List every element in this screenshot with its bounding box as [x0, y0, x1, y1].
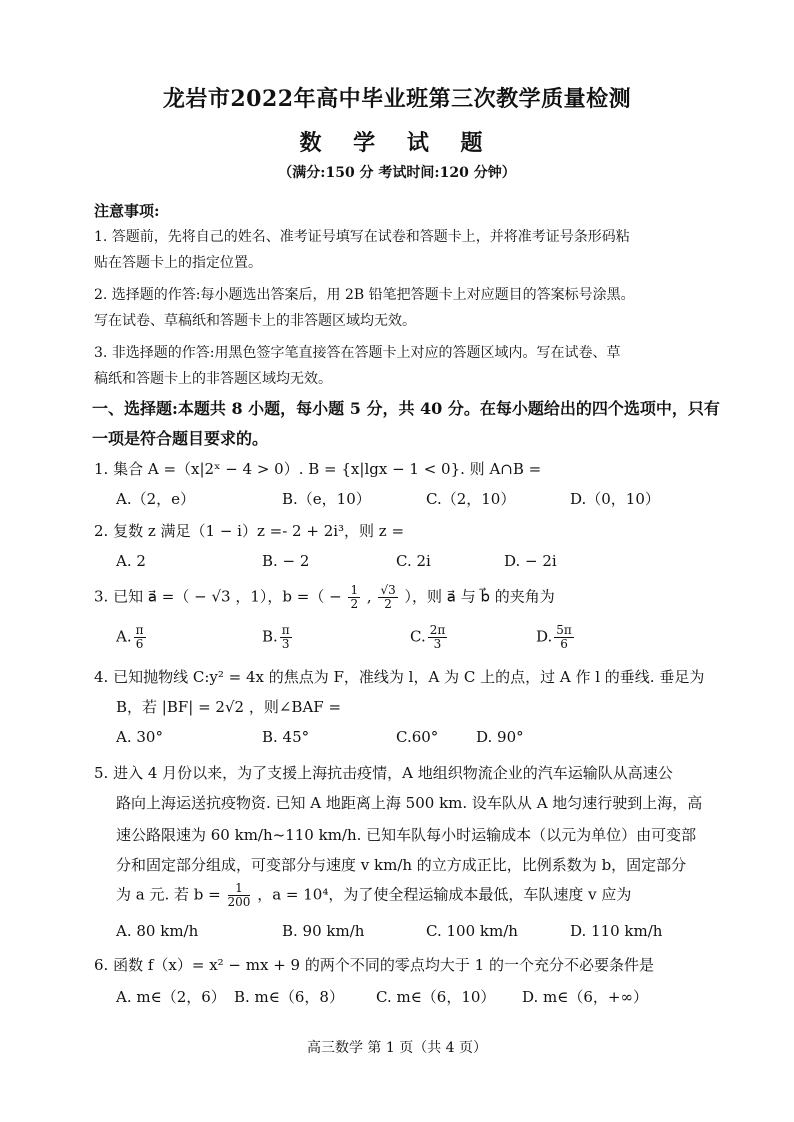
q3-stem-part: ），则 a⃗ 与 b⃗ 的夹角为: [404, 587, 555, 606]
question-4-line-2: B，若 |BF| = 2√2 ，则∠BAF =: [116, 698, 342, 716]
q3-stem-part: ,: [366, 587, 372, 606]
q3-option-d: D. $\frac{5\pi}{6}$: [536, 623, 572, 651]
q2-option-a: A. 2: [116, 552, 146, 570]
note-line: 2. 选择题的作答:每小题选出答案后，用 2B 铅笔把答题卡上对应题目的答案标号涂黑。: [94, 287, 635, 303]
q5-option-d: D. 110 km/h: [570, 922, 663, 940]
note-line: 稿纸和答题卡上的非答题区域均无效。: [94, 371, 332, 387]
q2-option-c: C. 2i: [396, 552, 431, 570]
q4-option-d: D. 90°: [476, 728, 524, 746]
q5-option-a: A. 80 km/h: [116, 922, 199, 940]
q6-option-c: C. m∈（6，10）: [376, 988, 496, 1006]
page-title: 龙岩市2022年高中毕业班第三次教学质量检测: [162, 86, 632, 112]
question-3-stem: [94, 584, 555, 611]
q2-option-b: B. − 2: [262, 552, 310, 570]
q4-option-b: B. 45°: [262, 728, 310, 746]
q1-option-c: C.（2，10）: [426, 490, 516, 508]
q1-option-b: B.（e，10）: [282, 490, 371, 508]
q4-option-c: C.60°: [396, 728, 439, 746]
question-6-stem: 6. 函数 f（x）= x² − mx + 9 的两个不同的零点均大于 1 的一个充分不必要条件是: [94, 956, 654, 974]
q1-option-d: D.（0，10）: [570, 490, 660, 508]
q3-option-a: A. $\frac{\pi}{6}$: [116, 623, 144, 651]
question-5-line-1: 5. 进入 4 月份以来，为了支援上海抗击疫情，A 地组织物流企业的汽车运输队从高速公: [94, 764, 673, 782]
q6-option-b: B. m∈（6，8）: [234, 988, 344, 1006]
question-5-line-5: 为 a 元. 若 b = $\frac{1}{200}$ ，a = 10⁴，为了使全程运输成本最低，车队速度 v 应为: [116, 881, 632, 909]
question-4-line-1: 4. 已知抛物线 C:y² = 4x 的焦点为 F，准线为 l，A 为 C 上的点，过 A 作 l 的垂线. 垂足为: [94, 668, 705, 686]
section-heading-cont: 一项是符合题目要求的。: [92, 429, 269, 448]
q6-option-d: D. m∈（6，+∞）: [522, 988, 648, 1006]
q6-option-a: A. m∈（2，6）: [116, 988, 226, 1006]
note-line: 写在试卷、草稿纸和答题卡上的非答题区域均无效。: [94, 313, 416, 329]
q5-fraction: $\frac{1}{200}$: [227, 881, 251, 909]
q2-option-d: D. − 2i: [504, 552, 557, 570]
question-2-stem: 2. 复数 z 满足（1 − i）z =- 2 + 2i³，则 z =: [94, 522, 405, 540]
question-1-stem: 1. 集合 A =（x|2ˣ − 4 > 0）. B = {x|lgx − 1 < 0}. 则 A∩B =: [94, 460, 542, 478]
note-line: 3. 非选择题的作答:用黑色签字笔直接答在答题卡上对应的答题区域内。写在试卷、草: [94, 345, 621, 361]
q1-option-a: A.（2，e）: [116, 490, 196, 508]
page-subtitle: 数 学 试 题: [299, 130, 495, 156]
q5-option-c: C. 100 km/h: [426, 922, 518, 940]
note-line: 1. 答题前，先将自己的姓名、准考证号填写在试卷和答题卡上，并将准考证号条形码粘: [94, 229, 630, 245]
question-5-line-4: 分和固定部分组成，可变部分与速度 v km/h 的立方成正比，比例系数为 b，固定部分: [116, 856, 687, 874]
q3-option-c: C. $\frac{2\pi}{3}$: [410, 623, 446, 651]
question-5-line-3: 速公路限速为 60 km/h~110 km/h. 已知车队每小时运输成本（以元为单位）由可变部: [116, 826, 697, 844]
q3-fraction-2: $\frac{√3}{2}$: [380, 583, 396, 611]
section-heading: 一、选择题:本题共 8 小题，每小题 5 分，共 40 分。在每小题给出的四个选项中，只有: [92, 399, 720, 418]
q5-option-b: B. 90 km/h: [282, 922, 365, 940]
q3-option-b: B. $\frac{\pi}{3}$: [262, 623, 290, 651]
exam-info: （满分:150 分 考试时间:120 分钟）: [278, 165, 516, 181]
page-footer: 高三数学 第 1 页（共 4 页）: [306, 1040, 488, 1056]
q4-option-a: A. 30°: [116, 728, 163, 746]
notes-heading: 注意事项:: [94, 202, 160, 220]
note-line: 贴在答题卡上的指定位置。: [94, 255, 262, 271]
question-5-line-2: 路向上海运送抗疫物资. 已知 A 地距离上海 500 km. 设车队从 A 地匀速行驶到上海，高: [116, 794, 703, 812]
q3-fraction-1: $\frac{1}{2}$: [350, 583, 359, 611]
q3-stem-part: 3. 已知 a⃗ =（ − √3 ，1），b =（ −: [94, 587, 342, 606]
